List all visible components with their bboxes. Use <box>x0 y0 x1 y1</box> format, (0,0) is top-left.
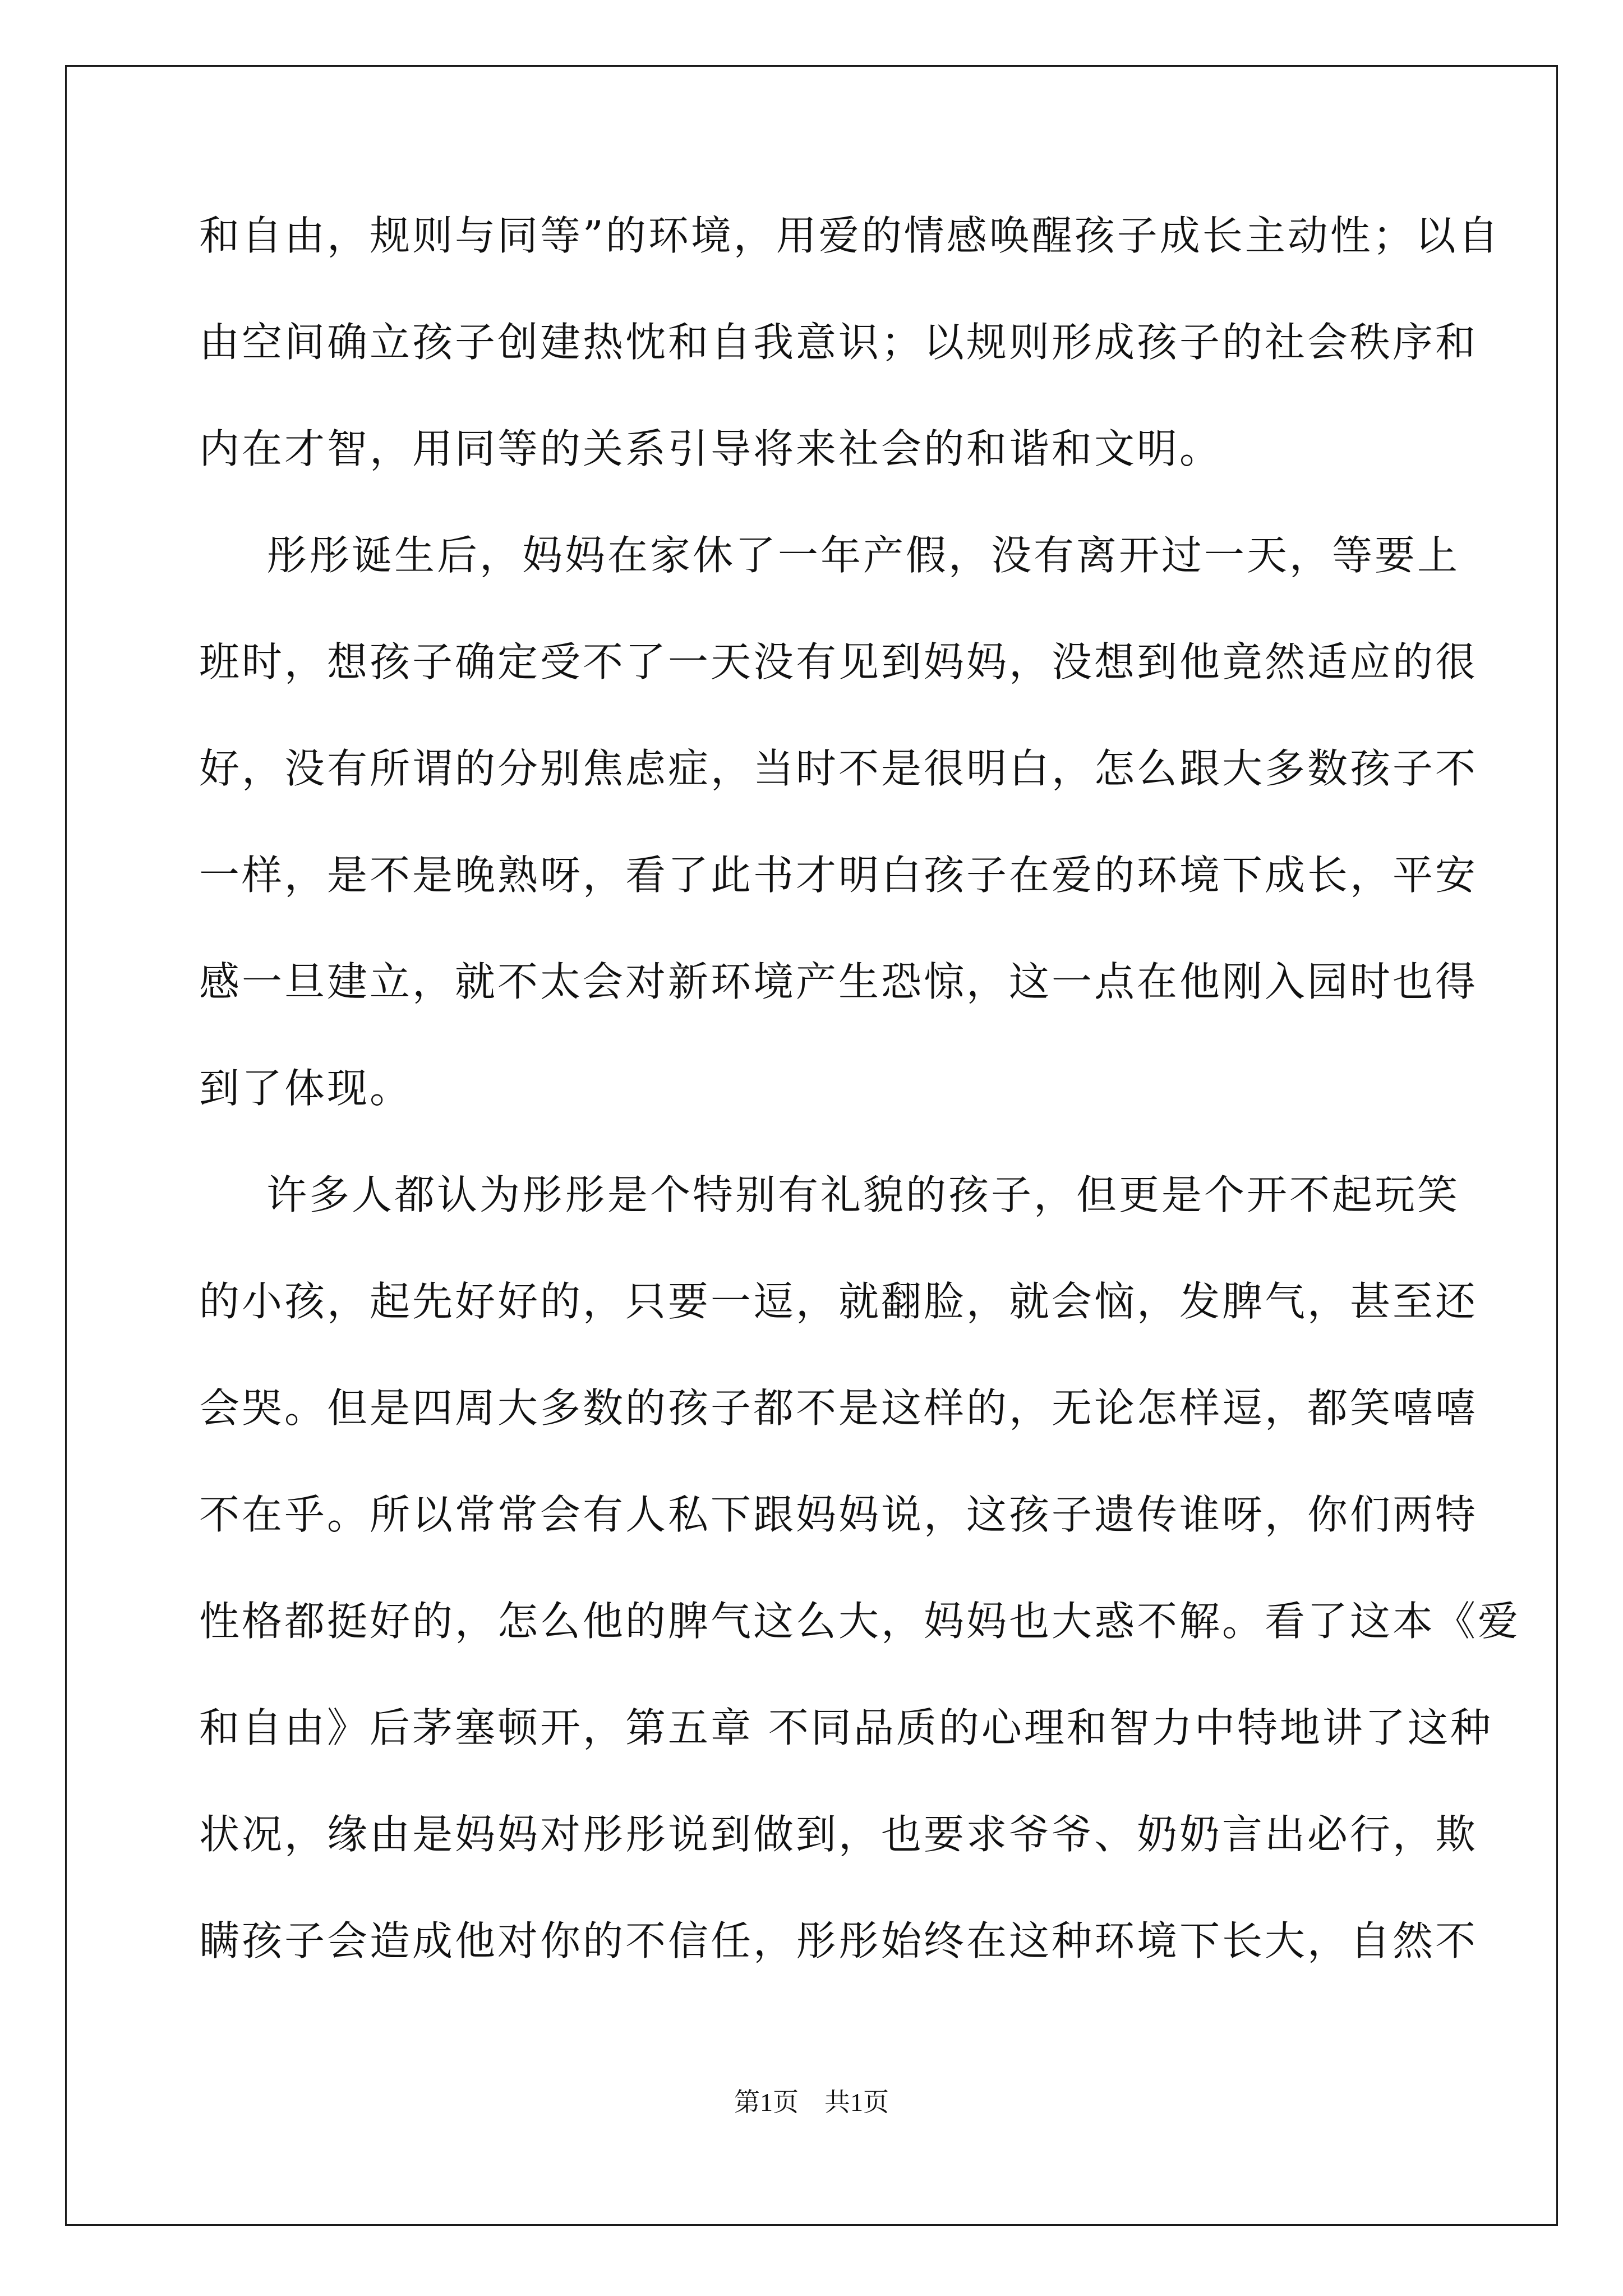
text-line: 一样，是不是晚熟呀，看了此书才明白孩子在爱的环境下成长，平安 <box>199 852 1478 899</box>
text-line: 和自由，规则与同等”的环境，用爱的情感唤醒孩子成长主动性；以自 <box>199 212 1501 259</box>
text-line: 感一旦建立，就不太会对新环境产生恐惊，这一点在他刚入园时也得 <box>199 958 1478 1005</box>
text-line: 班时，想孩子确定受不了一天没有见到妈妈，没想到他竟然适应的很 <box>199 638 1478 685</box>
text-line: 的小孩，起先好好的，只要一逗，就翻脸，就会恼，发脾气，甚至还 <box>199 1278 1478 1325</box>
text-line: 由空间确立孩子创建热忱和自我意识；以规则形成孩子的社会秩序和 <box>199 319 1478 366</box>
text-line: 到了体现。 <box>199 1065 413 1112</box>
text-line: 不在乎。所以常常会有人私下跟妈妈说，这孩子遗传谁呀，你们两特 <box>199 1491 1478 1538</box>
paragraph-1 <box>199 212 1501 533</box>
text-line: 许多人都认为彤彤是个特别有礼貌的孩子，但更是个开不起玩笑 <box>266 1171 1460 1218</box>
text-line: 会哭。但是四周大多数的孩子都不是这样的，无论怎样逗，都笑嘻嘻 <box>199 1384 1478 1432</box>
text-line: 好，没有所谓的分别焦虑症，当时不是很明白，怎么跟大多数孩子不 <box>199 745 1478 792</box>
text-line: 彤彤诞生后，妈妈在家休了一年产假，没有离开过一天，等要上 <box>266 532 1460 579</box>
text-line: 内在才智，用同等的关系引导将来社会的和谐和文明。 <box>199 425 1223 472</box>
text-line: 状况，缘由是妈妈对彤彤说到做到，也要求爷爷、奶奶言出必行，欺 <box>199 1811 1478 1858</box>
text-line: 性格都挺好的，怎么他的脾气这么大，妈妈也大惑不解。看了这本《爱 <box>199 1598 1521 1645</box>
text-line: 瞒孩子会造成他对你的不信任，彤彤始终在这种环境下长大，自然不 <box>199 1917 1478 1964</box>
paragraph-3 <box>199 1171 1521 2025</box>
text-line: 和自由》后茅塞顿开，第五章 不同品质的心理和智力中特地讲了这种 <box>199 1704 1493 1751</box>
page-footer <box>0 2086 1623 2119</box>
document-body <box>199 212 1521 2025</box>
paragraph-2 <box>199 532 1478 1172</box>
page-indicator: 第1页 共1页 <box>734 2088 889 2116</box>
